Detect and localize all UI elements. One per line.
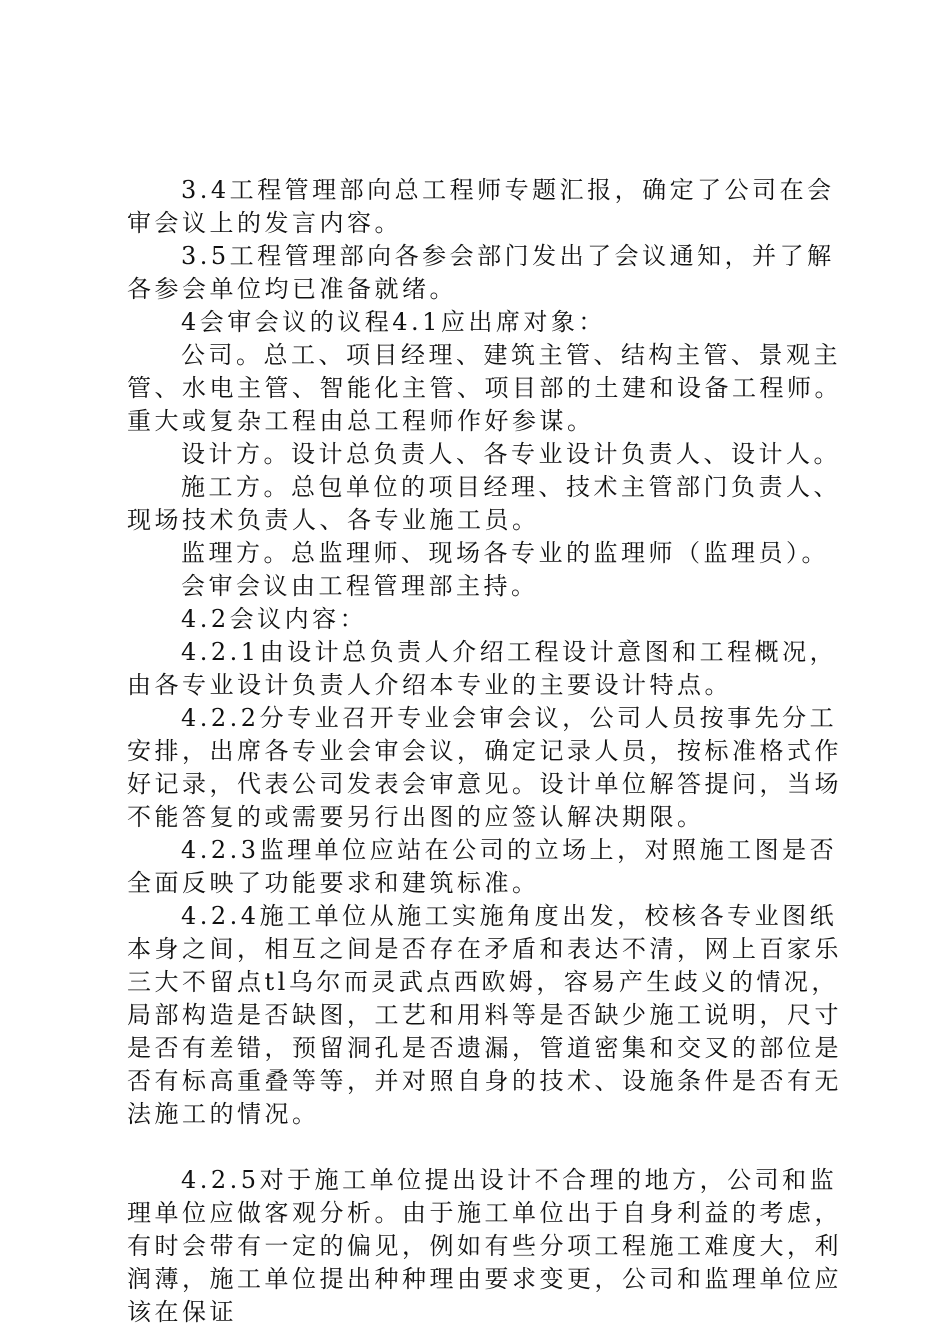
- paragraph-4-2-2: 4.2.2分专业召开专业会审会议，公司人员按事先分工安排，出席各专业会审会议，确定记录人员，按标准格式作好记录，代表公司发表会审意见。设计单位解答提问，当场不能答复的或需要另行出图的应签认解决期限。: [127, 704, 842, 831]
- paragraph-supervision-attendees: 监理方。总监理师、现场各专业的监理师（监理员）。: [181, 539, 829, 567]
- paragraph-4-agenda: 4会审会议的议程4.1应出席对象：: [181, 308, 606, 336]
- document-body: [127, 174, 847, 1329]
- paragraph-3-4: 3.4工程管理部向总工程师专题汇报，确定了公司在会审会议上的发言内容。: [127, 176, 835, 237]
- paragraph-4-2-5: 4.2.5对于施工单位提出设计不合理的地方，公司和监理单位应做客观分析。由于施工单位出于自身利益的考虑，有时会带有一定的偏见，例如有些分项工程施工难度大，利润薄，施工单位提出种种理由要求变更，公司和监理单位应该在保证: [127, 1166, 842, 1326]
- paragraph-4-2-3: 4.2.3监理单位应站在公司的立场上，对照施工图是否全面反映了功能要求和建筑标准。: [127, 836, 838, 897]
- paragraph-construction-attendees: 施工方。总包单位的项目经理、技术主管部门负责人、现场技术负责人、各专业施工员。: [127, 473, 841, 534]
- paragraph-meeting-host: 会审会议由工程管理部主持。: [181, 572, 539, 600]
- paragraph-4-2-1: 4.2.1由设计总负责人介绍工程设计意图和工程概况，由各专业设计负责人介绍本专业的主要设计特点。: [127, 638, 838, 699]
- paragraph-design-attendees: 设计方。设计总负责人、各专业设计负责人、设计人。: [181, 440, 841, 468]
- paragraph-4-2-heading: 4.2会议内容：: [181, 605, 368, 633]
- paragraph-company-attendees: 公司。总工、项目经理、建筑主管、结构主管、景观主管、水电主管、智能化主管、项目部的土建和设备工程师。重大或复杂工程由总工程师作好参谋。: [127, 341, 842, 435]
- paragraph-3-5: 3.5工程管理部向各参会部门发出了会议通知，并了解各参会单位均已准备就绪。: [127, 242, 835, 303]
- paragraph-4-2-4: 4.2.4施工单位从施工实施角度出发，校核各专业图纸本身之间，相互之间是否存在矛盾和表达不清，网上百家乐三大不留点tl乌尔而灵武点西欧姆，容易产生歧义的情况，局部构造是否缺图，工艺和用料等是否缺少施工说明，尺寸是否有差错，预留洞孔是否遗漏，管道密集和交叉的部位是否有标高重叠等等，并对照自身的技术、设施条件是否有无法施工的情况。: [127, 902, 842, 1128]
- paragraph-spacer: [127, 1131, 847, 1164]
